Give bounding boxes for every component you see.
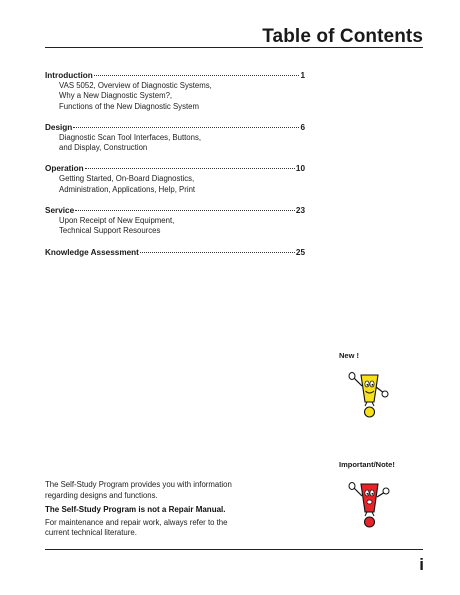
toc-leader-dots	[94, 75, 300, 76]
toc-entry	[45, 122, 305, 154]
toc-heading-row	[45, 163, 305, 174]
important-note-label: Important/Note!	[339, 460, 395, 469]
toc-subtopic-line: VAS 5052, Overview of Diagnostic Systems,	[59, 81, 212, 90]
yellow-exclamation-mascot-icon	[344, 365, 390, 419]
toc-subtopic-line: Why a New Diagnostic System?,	[59, 91, 173, 101]
red-exclamation-mascot-icon	[344, 474, 390, 529]
toc-leader-dots	[85, 168, 295, 169]
toc-section-title: Operation	[45, 164, 84, 174]
table-of-contents	[45, 70, 305, 268]
toc-entry	[45, 163, 305, 195]
toc-heading-row	[45, 122, 305, 133]
toc-subtopic-line: Technical Support Resources	[59, 226, 161, 236]
toc-leader-dots	[73, 127, 299, 128]
toc-subtopic-line: Diagnostic Scan Tool Interfaces, Buttons,	[59, 132, 202, 142]
toc-page-number: 1	[300, 71, 305, 80]
toc-page-number: 6	[300, 122, 305, 132]
footer-disclaimer	[45, 480, 285, 539]
footer-line: The Self-Study Program provides you with information	[45, 480, 232, 489]
toc-section-title: Service	[45, 206, 75, 216]
new-label: New !	[339, 351, 360, 360]
toc-page-number: 25	[295, 247, 305, 257]
toc-entry	[45, 70, 305, 112]
toc-section-title: Design	[45, 122, 73, 132]
page-number: i	[419, 555, 424, 574]
page-title: Table of Contents	[262, 26, 423, 47]
footer-rule	[45, 549, 423, 550]
toc-subtopic-line: and Display, Construction	[59, 143, 148, 153]
toc-leader-dots	[140, 252, 295, 253]
toc-page-number: 23	[295, 206, 305, 216]
toc-heading-row	[45, 70, 305, 81]
toc-section-title: Introduction	[45, 71, 93, 80]
toc-leader-dots	[75, 210, 295, 211]
toc-section-title: Knowledge Assessment	[45, 247, 139, 257]
repair-manual-note: The Self-Study Program is not a Repair Manual.	[45, 505, 226, 514]
toc-heading-row	[45, 205, 305, 216]
footer-line: current technical literature.	[45, 528, 137, 537]
toc-entry	[45, 205, 305, 237]
footer-line: regarding designs and functions.	[45, 490, 158, 500]
toc-subtopic-line: Functions of the New Diagnostic System	[59, 101, 199, 111]
toc-subtopic-line: Upon Receipt of New Equipment,	[59, 216, 175, 226]
footer-line: For maintenance and repair work, always refer to the	[45, 517, 228, 527]
toc-entry	[45, 247, 305, 258]
toc-heading-row	[45, 247, 305, 258]
toc-page-number: 10	[295, 164, 305, 174]
toc-subtopic-line: Administration, Applications, Help, Print	[59, 184, 196, 194]
toc-subtopic-line: Getting Started, On-Board Diagnostics,	[59, 174, 195, 184]
